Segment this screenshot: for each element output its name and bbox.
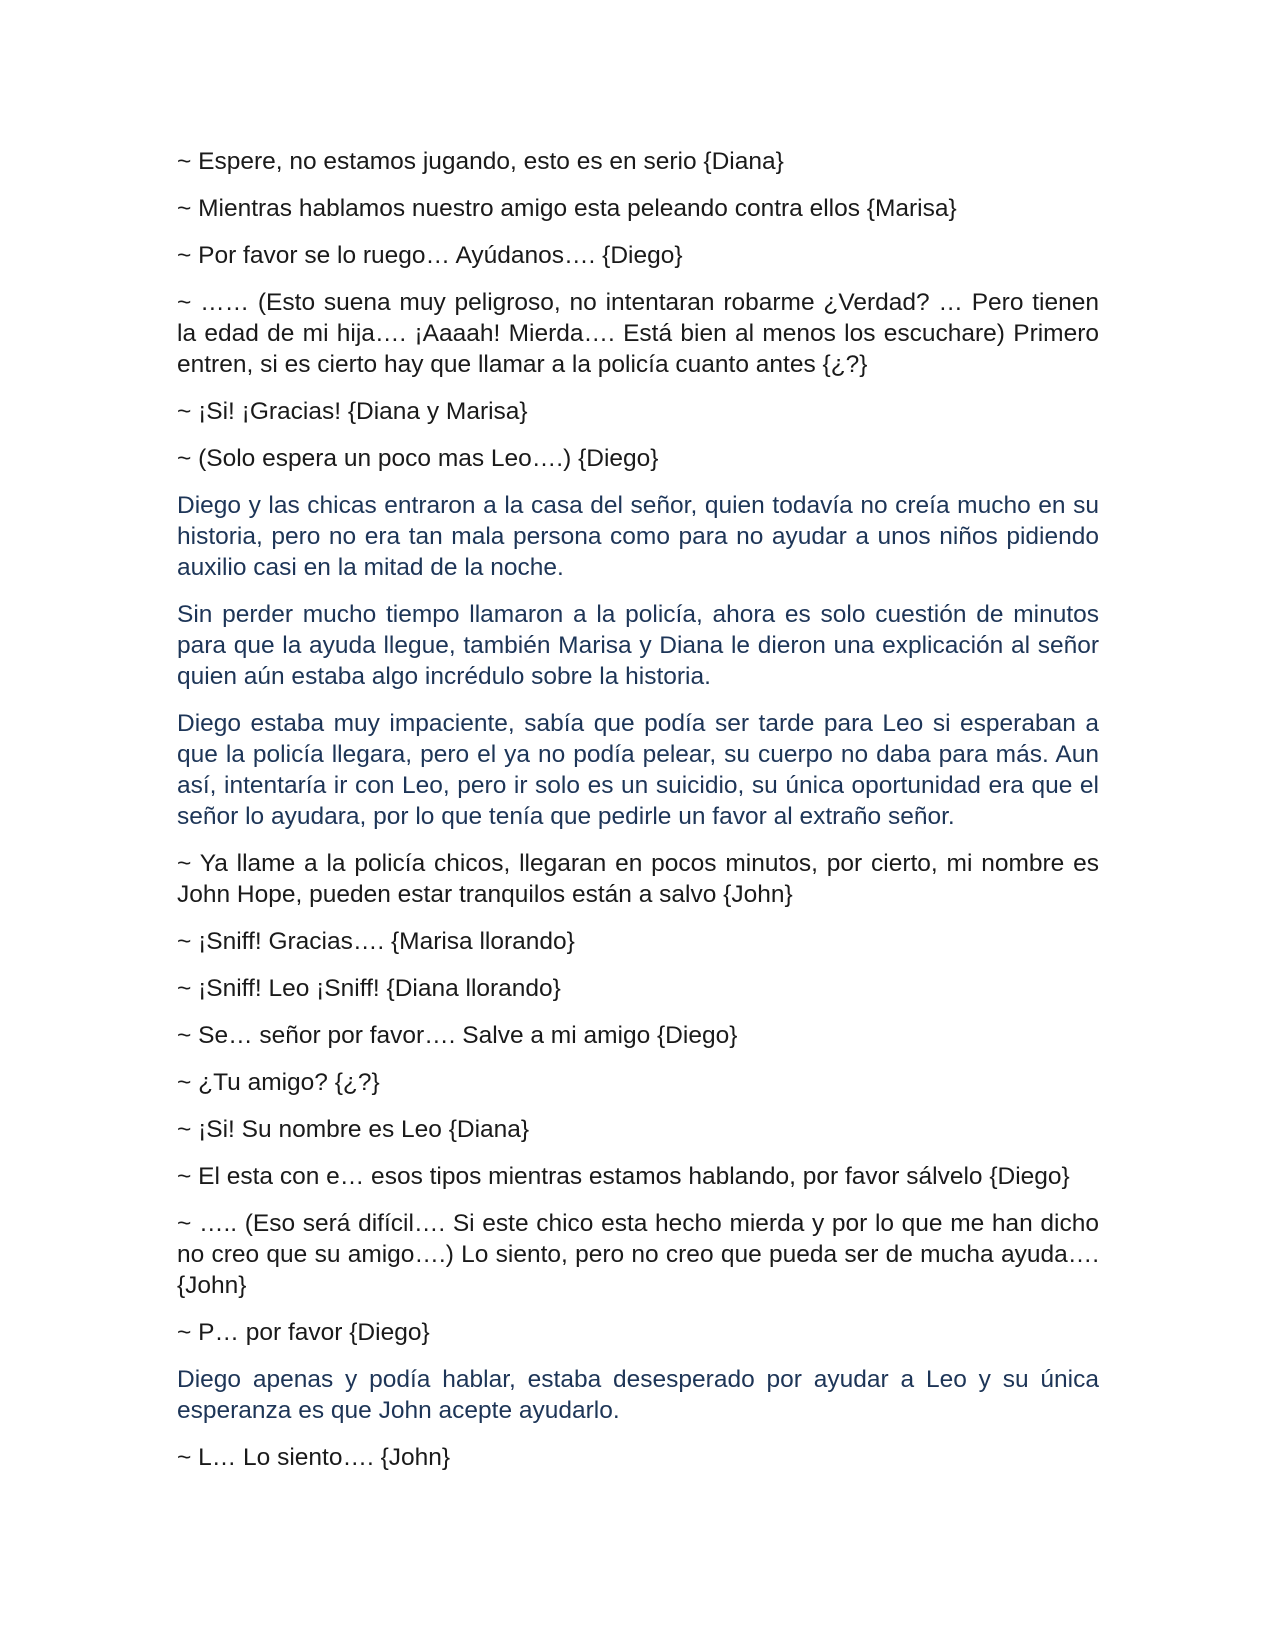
dialogue-line: ~ ¿Tu amigo? {¿?} xyxy=(177,1069,380,1096)
narration-paragraph: Diego estaba muy impaciente, sabía que podía ser tarde para Leo si esperaban a que la policía llegara, pero el ya no podía pelear, su cuerpo no daba para más. Aun así, intentaría ir con Leo, pero ir solo es un suicidio, su única oportunidad era que el señor lo ayudara, por lo que tenía que pedirle un favor al extraño señor. xyxy=(177,710,1099,830)
narration-paragraph: Sin perder mucho tiempo llamaron a la policía, ahora es solo cuestión de minutos para que la ayuda llegue, también Marisa y Diana le dieron una explicación al señor quien aún estaba algo incrédulo sobre la historia. xyxy=(177,601,1099,690)
dialogue-line: ~ Por favor se lo ruego… Ayúdanos…. {Diego} xyxy=(177,242,683,269)
document-page xyxy=(177,146,1099,1489)
dialogue-line: ~ (Solo espera un poco mas Leo….) {Diego} xyxy=(177,445,659,472)
dialogue-line: ~ ¡Sniff! Leo ¡Sniff! {Diana llorando} xyxy=(177,975,561,1002)
dialogue-line: ~ Mientras hablamos nuestro amigo esta peleando contra ellos {Marisa} xyxy=(177,195,957,222)
dialogue-line: ~ El esta con e… esos tipos mientras estamos hablando, por favor sálvelo {Diego} xyxy=(177,1163,1070,1190)
narration-paragraph: Diego apenas y podía hablar, estaba desesperado por ayudar a Leo y su única esperanza es que John acepte ayudarlo. xyxy=(177,1366,1099,1424)
dialogue-line: ~ ¡Sniff! Gracias…. {Marisa llorando} xyxy=(177,928,575,955)
dialogue-line: ~ Se… señor por favor…. Salve a mi amigo {Diego} xyxy=(177,1022,738,1049)
dialogue-line: ~ Ya llame a la policía chicos, llegaran en pocos minutos, por cierto, mi nombre es John Hope, pueden estar tranquilos están a salvo {John} xyxy=(177,850,1099,908)
dialogue-line: ~ L… Lo siento…. {John} xyxy=(177,1444,451,1471)
dialogue-line: ~ Espere, no estamos jugando, esto es en serio {Diana} xyxy=(177,148,784,175)
dialogue-line: ~ P… por favor {Diego} xyxy=(177,1319,430,1346)
dialogue-line: ~ ….. (Eso será difícil…. Si este chico esta hecho mierda y por lo que me han dicho no creo que su amigo….) Lo siento, pero no creo que pueda ser de mucha ayuda…. {John} xyxy=(177,1210,1099,1299)
dialogue-line: ~ ¡Si! Su nombre es Leo {Diana} xyxy=(177,1116,530,1143)
dialogue-line: ~ …… (Esto suena muy peligroso, no intentaran robarme ¿Verdad? … Pero tienen la edad de mi hija…. ¡Aaaah! Mierda…. Está bien al menos los escuchare) Primero entren, si es cierto hay que llamar a la policía cuanto antes {¿?} xyxy=(177,289,1099,378)
narration-paragraph: Diego y las chicas entraron a la casa del señor, quien todavía no creía mucho en su historia, pero no era tan mala persona como para no ayudar a unos niños pidiendo auxilio casi en la mitad de la noche. xyxy=(177,492,1099,581)
dialogue-line: ~ ¡Si! ¡Gracias! {Diana y Marisa} xyxy=(177,398,528,425)
